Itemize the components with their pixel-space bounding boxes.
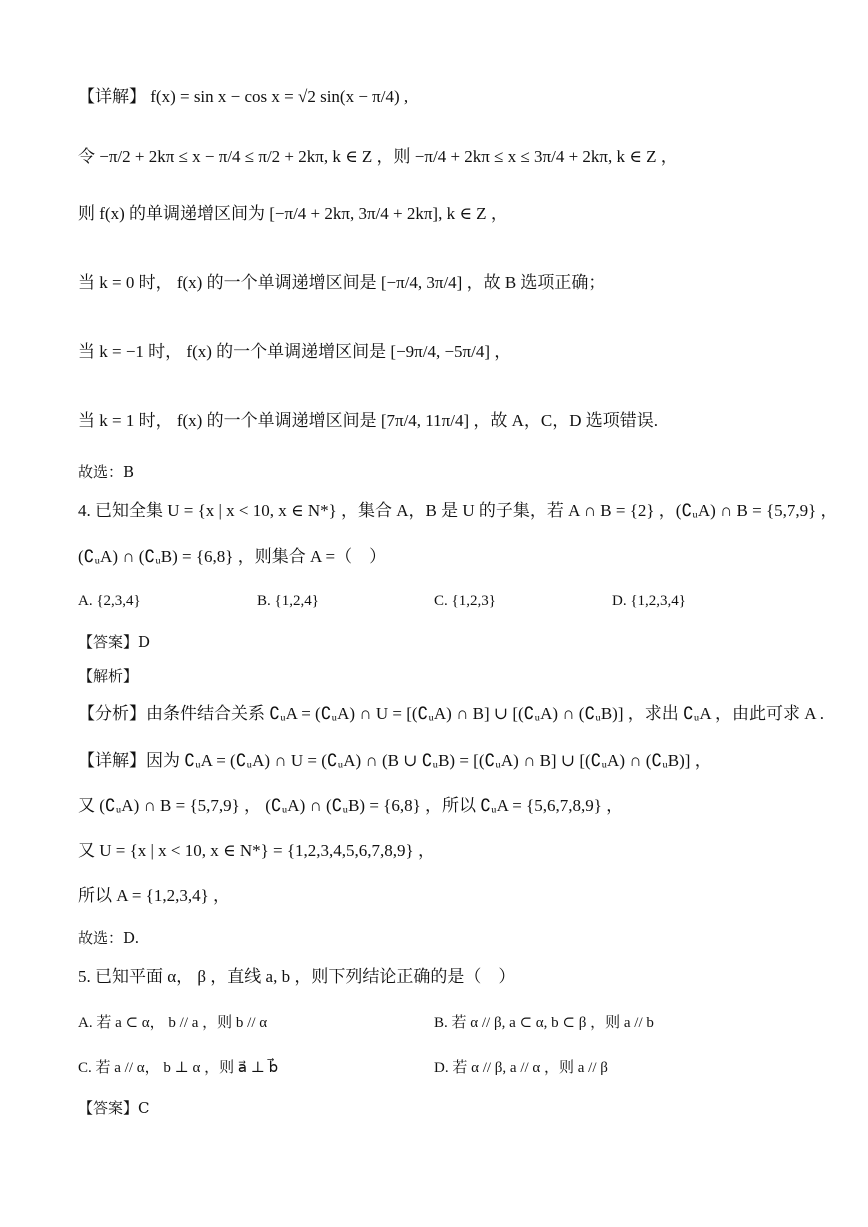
universal-set-line: 又 U = {x | x < 10, x ∈ N*} = {1,2,3,4,5,6,7,8,9} ， bbox=[78, 841, 435, 860]
solution-detail-line: 【详解】 f(x) = sin x − cos x = √2 sin(x − π/4) , bbox=[78, 87, 409, 106]
analysis-label: 【解析】 bbox=[78, 667, 139, 685]
q5-option-c: C. 若 a // α， b ⊥ α ，则 a⃗ ⊥ b⃗ bbox=[78, 1060, 279, 1076]
answer-label: 【答案】D bbox=[78, 633, 151, 651]
q4-option-c: C. {1,2,3} bbox=[434, 593, 496, 609]
case-k-neg1-line: 当 k = −1 时， f(x) 的一个单调递增区间是 [−9π/4, −5π/4] ， bbox=[78, 342, 512, 361]
answer-choice-line: 故选：D. bbox=[78, 929, 140, 947]
result-line: 所以 A = {1,2,3,4} ， bbox=[78, 886, 230, 905]
analysis-line: 【分析】由条件结合关系 ∁ᵤA = (∁ᵤA) ∩ U = [(∁ᵤA) ∩ B] ∪ [(∁ᵤA) ∩ (∁ᵤB)] ，求出 ∁ᵤA ，由此可求 A . bbox=[78, 704, 825, 723]
detail-line: 【详解】因为 ∁ᵤA = (∁ᵤA) ∩ U = (∁ᵤA) ∩ (B ∪ ∁ᵤB) = [(∁ᵤA) ∩ B] ∪ [(∁ᵤA) ∩ (∁ᵤB)] ， bbox=[78, 751, 712, 770]
q4-option-b: B. {1,2,4} bbox=[257, 593, 319, 609]
inequality-line: 令 −π/2 + 2kπ ≤ x − π/4 ≤ π/2 + 2kπ, k ∈ Z ，则 −π/4 + 2kπ ≤ x ≤ 3π/4 + 2kπ, k ∈ Z ， bbox=[78, 147, 678, 166]
question-5-stem: 5. 已知平面 α， β ，直线 a, b ，则下列结论正确的是（ ） bbox=[78, 967, 516, 986]
q4-option-d: D. {1,2,3,4} bbox=[612, 593, 686, 609]
q5-option-b: B. 若 α // β, a ⊂ α, b ⊂ β ，则 a // b bbox=[434, 1015, 654, 1031]
q4-option-a: A. {2,3,4} bbox=[78, 593, 141, 609]
case-k0-line: 当 k = 0 时， f(x) 的一个单调递增区间是 [−π/4, 3π/4] ，故 B 选项正确； bbox=[78, 273, 606, 292]
question-4-stem-line1: 4. 已知全集 U = {x | x < 10, x ∈ N*} ，集合 A，B 是 U 的子集，若 A ∩ B = {2} ，(∁ᵤA) ∩ B = {5,7,9} ， bbox=[78, 501, 838, 520]
q5-option-d: D. 若 α // β, a // α ，则 a // β bbox=[434, 1060, 608, 1076]
answer-choice-line: 故选：B bbox=[78, 463, 135, 481]
complement-line: 又 (∁ᵤA) ∩ B = {5,7,9} ， (∁ᵤA) ∩ (∁ᵤB) = {6,8} ，所以 ∁ᵤA = {5,6,7,8,9} ， bbox=[78, 796, 624, 815]
q5-option-a: A. 若 a ⊂ α， b // a ，则 b // α bbox=[78, 1015, 268, 1031]
increasing-interval-line: 则 f(x) 的单调递增区间为 [−π/4 + 2kπ, 3π/4 + 2kπ], k ∈ Z ， bbox=[78, 204, 508, 223]
answer-label: 【答案】C bbox=[78, 1099, 150, 1117]
case-k1-line: 当 k = 1 时， f(x) 的一个单调递增区间是 [7π/4, 11π/4] ，故 A，C，D 选项错误. bbox=[78, 411, 659, 430]
question-4-stem-line2: (∁ᵤA) ∩ (∁ᵤB) = {6,8} ，则集合 A =（ ） bbox=[78, 547, 387, 566]
